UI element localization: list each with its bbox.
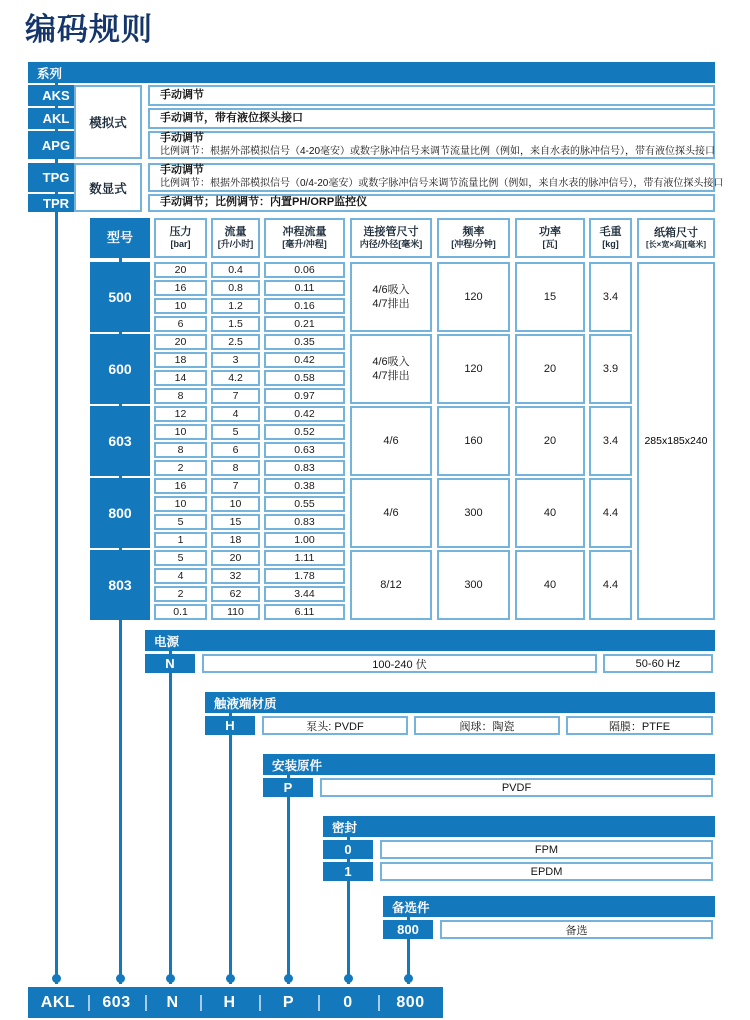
model-group-803 (90, 550, 715, 620)
flow-cell: 7 (211, 478, 260, 494)
pressure-cell: 8 (154, 442, 207, 458)
power-cell: 20 (515, 406, 585, 476)
pressure-cell: 16 (154, 280, 207, 296)
power-frequency-cell: 50-60 Hz (603, 654, 713, 673)
stroke-cell: 0.38 (264, 478, 345, 494)
desc-line: 比例调节：根据外部模拟信号（0/4-20毫安）或数字脉冲信号来调节流量比例（例如，来自水表的脉冲信号），带有液位探头接口 (160, 178, 724, 190)
flow-cell: 62 (211, 586, 260, 602)
col-header-freq (437, 218, 510, 258)
pressure-cell: 5 (154, 550, 207, 566)
header-unit: [升/小时] (217, 239, 254, 250)
pipe-cell: 8/12 (350, 550, 432, 620)
model-cell: 600 (90, 334, 150, 404)
header-label: 连接管尺寸 (363, 226, 419, 238)
col-header-stroke (264, 218, 345, 258)
header-unit: 内径/外径[毫米] (359, 239, 423, 250)
power-section-bar (145, 630, 715, 651)
pressure-cell: 10 (154, 424, 207, 440)
stroke-cell: 0.06 (264, 262, 345, 278)
material-code-cell: H (205, 716, 255, 735)
code-segment-power: N (166, 993, 179, 1011)
header-label: 型号 (106, 229, 133, 245)
flow-cell: 4.2 (211, 370, 260, 386)
model-cell: 603 (90, 406, 150, 476)
series-desc-tpr (148, 194, 715, 212)
section-title: 触液端材质 (214, 696, 277, 711)
flow-cell: 5 (211, 424, 260, 440)
stroke-cell: 0.42 (264, 406, 345, 422)
stroke-cell: 0.58 (264, 370, 345, 386)
model-group-603 (90, 406, 715, 476)
freq-cell: 120 (437, 262, 510, 332)
pipe-line: 4/7排出 (372, 298, 410, 310)
pipe-cell: 4/6 (350, 478, 432, 548)
flow-cell: 1.5 (211, 316, 260, 332)
connector-line-material (229, 710, 232, 984)
series-code-aks: AKS (28, 85, 84, 106)
flow-cell: 1.2 (211, 298, 260, 314)
connector-line-series (55, 82, 58, 984)
material-section-bar (205, 692, 715, 713)
weight-cell: 4.4 (589, 478, 632, 548)
pipe-cell (350, 334, 432, 404)
model-group-500 (90, 262, 715, 332)
flow-cell: 4 (211, 406, 260, 422)
series-type-analog: 模拟式 (74, 85, 142, 159)
flow-cell: 8 (211, 460, 260, 476)
carton-size-cell: 285x185x240 (637, 262, 715, 620)
code-segment-install: P (282, 993, 295, 1011)
series-header-bar (28, 62, 715, 83)
stroke-cell: 1.00 (264, 532, 345, 548)
pressure-cell: 14 (154, 370, 207, 386)
series-desc-aks (148, 85, 715, 106)
stroke-cell: 0.63 (264, 442, 345, 458)
desc-line: 手动调节 (160, 131, 204, 144)
option-section-bar (383, 896, 715, 917)
header-unit: [毫升/冲程] (282, 239, 327, 250)
pressure-cell: 1 (154, 532, 207, 548)
stroke-cell: 1.11 (264, 550, 345, 566)
flow-cell: 15 (211, 514, 260, 530)
series-desc-apg (148, 131, 715, 159)
stroke-cell: 6.11 (264, 604, 345, 620)
install-section-bar (263, 754, 715, 775)
seal-code-cell-0: 0 (323, 840, 373, 859)
stroke-cell: 0.35 (264, 334, 345, 350)
seal-section-bar (323, 816, 715, 837)
code-separator (378, 995, 380, 1011)
pressure-cell: 2 (154, 460, 207, 476)
freq-cell: 300 (437, 478, 510, 548)
header-label: 功率 (539, 226, 561, 238)
stroke-cell: 0.55 (264, 496, 345, 512)
pressure-cell: 5 (154, 514, 207, 530)
pressure-cell: 0.1 (154, 604, 207, 620)
series-desc-akl (148, 108, 715, 129)
col-header-model (90, 218, 150, 258)
stroke-cell: 0.42 (264, 352, 345, 368)
model-cell: 500 (90, 262, 150, 332)
pressure-cell: 12 (154, 406, 207, 422)
flow-cell: 2.5 (211, 334, 260, 350)
stroke-cell: 0.21 (264, 316, 345, 332)
col-header-carton (637, 218, 715, 258)
seal-code-cell-1: 1 (323, 862, 373, 881)
header-unit: [冲程/分钟] (451, 239, 496, 250)
header-label: 频率 (462, 226, 485, 238)
install-code-cell: P (263, 778, 313, 797)
code-segment-material: H (223, 993, 236, 1011)
header-label: 毛重 (599, 226, 622, 238)
series-code-apg: APG (28, 131, 84, 159)
connector-dot (226, 974, 235, 983)
pressure-cell: 18 (154, 352, 207, 368)
stroke-cell: 0.11 (264, 280, 345, 296)
stroke-cell: 0.97 (264, 388, 345, 404)
material-head-cell: 泵头: PVDF (262, 716, 408, 735)
series-code-tpr: TPR (28, 194, 84, 212)
desc-line: 手动调节，带有液位探头接口 (160, 111, 303, 124)
section-title: 安装原件 (272, 758, 323, 773)
power-voltage-cell: 100-240 伏 (202, 654, 597, 673)
model-group-600 (90, 334, 715, 404)
code-segment-seal: 0 (343, 993, 353, 1011)
install-value-cell: PVDF (320, 778, 713, 797)
col-header-pressure (154, 218, 207, 258)
header-unit: [瓦] (542, 239, 558, 250)
flow-cell: 7 (211, 388, 260, 404)
option-code-cell: 800 (383, 920, 433, 939)
pressure-cell: 2 (154, 586, 207, 602)
weight-cell: 3.4 (589, 262, 632, 332)
freq-cell: 120 (437, 334, 510, 404)
pressure-cell: 4 (154, 568, 207, 584)
series-header-label: 系列 (37, 66, 63, 81)
connector-line-power (169, 648, 172, 984)
power-cell: 15 (515, 262, 585, 332)
series-code-tpg: TPG (28, 163, 84, 192)
header-unit: [长×宽×高][毫米] (646, 239, 706, 249)
connector-dot (52, 974, 61, 983)
material-diaphragm-cell: 隔膜：PTFE (566, 716, 713, 735)
flow-cell: 110 (211, 604, 260, 620)
weight-cell: 4.4 (589, 550, 632, 620)
pipe-line: 4/6吸入 (372, 283, 410, 296)
flow-cell: 32 (211, 568, 260, 584)
connector-dot (166, 974, 175, 983)
model-cell: 800 (90, 478, 150, 548)
series-desc-tpg (148, 163, 724, 192)
power-code-cell: N (145, 654, 195, 673)
code-segment-model: 603 (102, 993, 131, 1011)
code-separator (259, 995, 261, 1011)
code-segment-option: 800 (396, 993, 425, 1011)
desc-line: 比例调节：根据外部模拟信号（4-20毫安）或数字脉冲信号来调节流量比例（例如，来自水表的脉冲信号），带有液位探头接口 (160, 145, 716, 157)
pipe-line: 4/6吸入 (372, 355, 410, 368)
example-code-bar (28, 987, 443, 1018)
stroke-cell: 0.52 (264, 424, 345, 440)
power-cell: 40 (515, 478, 585, 548)
connector-dot (344, 974, 353, 983)
page-title: 编码规则 (25, 12, 153, 47)
pressure-cell: 6 (154, 316, 207, 332)
connector-dot (284, 974, 293, 983)
header-label: 流量 (224, 226, 247, 238)
pressure-cell: 20 (154, 262, 207, 278)
stroke-cell: 0.16 (264, 298, 345, 314)
pressure-cell: 10 (154, 496, 207, 512)
connector-dot (404, 974, 413, 983)
code-separator (200, 995, 202, 1011)
section-title: 电源 (154, 634, 180, 649)
flow-cell: 18 (211, 532, 260, 548)
model-group-800 (90, 478, 715, 548)
flow-cell: 6 (211, 442, 260, 458)
header-unit: [kg] (602, 239, 619, 250)
flow-cell: 0.8 (211, 280, 260, 296)
code-segment-series: AKL (40, 993, 76, 1011)
stroke-cell: 0.83 (264, 460, 345, 476)
option-value-cell: 备选 (440, 920, 713, 939)
header-unit: [bar] (170, 239, 191, 250)
col-header-weight (589, 218, 632, 258)
stroke-cell: 0.83 (264, 514, 345, 530)
power-cell: 20 (515, 334, 585, 404)
col-header-flow (211, 218, 260, 258)
connector-line-install (287, 772, 290, 984)
pipe-line: 4/7排出 (372, 370, 410, 382)
header-label: 纸箱尺寸 (654, 226, 698, 239)
flow-cell: 3 (211, 352, 260, 368)
freq-cell: 300 (437, 550, 510, 620)
weight-cell: 3.4 (589, 406, 632, 476)
seal-value-epdm: EPDM (380, 862, 713, 881)
material-ball-cell: 阀球：陶瓷 (414, 716, 560, 735)
code-separator (145, 995, 147, 1011)
connector-dot (116, 974, 125, 983)
flow-cell: 0.4 (211, 262, 260, 278)
header-label: 压力 (169, 226, 192, 238)
pipe-cell: 4/6 (350, 406, 432, 476)
weight-cell: 3.9 (589, 334, 632, 404)
section-title: 密封 (332, 820, 358, 835)
pipe-cell (350, 262, 432, 332)
seal-value-fpm: FPM (380, 840, 713, 859)
stroke-cell: 3.44 (264, 586, 345, 602)
stroke-cell: 1.78 (264, 568, 345, 584)
pressure-cell: 10 (154, 298, 207, 314)
model-cell: 803 (90, 550, 150, 620)
desc-line: 手动调节 (160, 88, 204, 101)
flow-cell: 10 (211, 496, 260, 512)
flow-cell: 20 (211, 550, 260, 566)
code-separator (318, 995, 320, 1011)
pressure-cell: 16 (154, 478, 207, 494)
code-separator (88, 995, 90, 1011)
col-header-pipe (350, 218, 432, 258)
desc-line: 手动调节；比例调节：内置PH/ORP监控仪 (160, 196, 368, 209)
col-header-power (515, 218, 585, 258)
section-title: 备选件 (392, 900, 430, 915)
desc-line: 手动调节 (160, 164, 204, 177)
pressure-cell: 20 (154, 334, 207, 350)
power-cell: 40 (515, 550, 585, 620)
series-code-akl: AKL (28, 108, 84, 129)
series-type-digital: 数显式 (74, 163, 142, 212)
freq-cell: 160 (437, 406, 510, 476)
pressure-cell: 8 (154, 388, 207, 404)
header-label: 冲程流量 (282, 226, 327, 238)
